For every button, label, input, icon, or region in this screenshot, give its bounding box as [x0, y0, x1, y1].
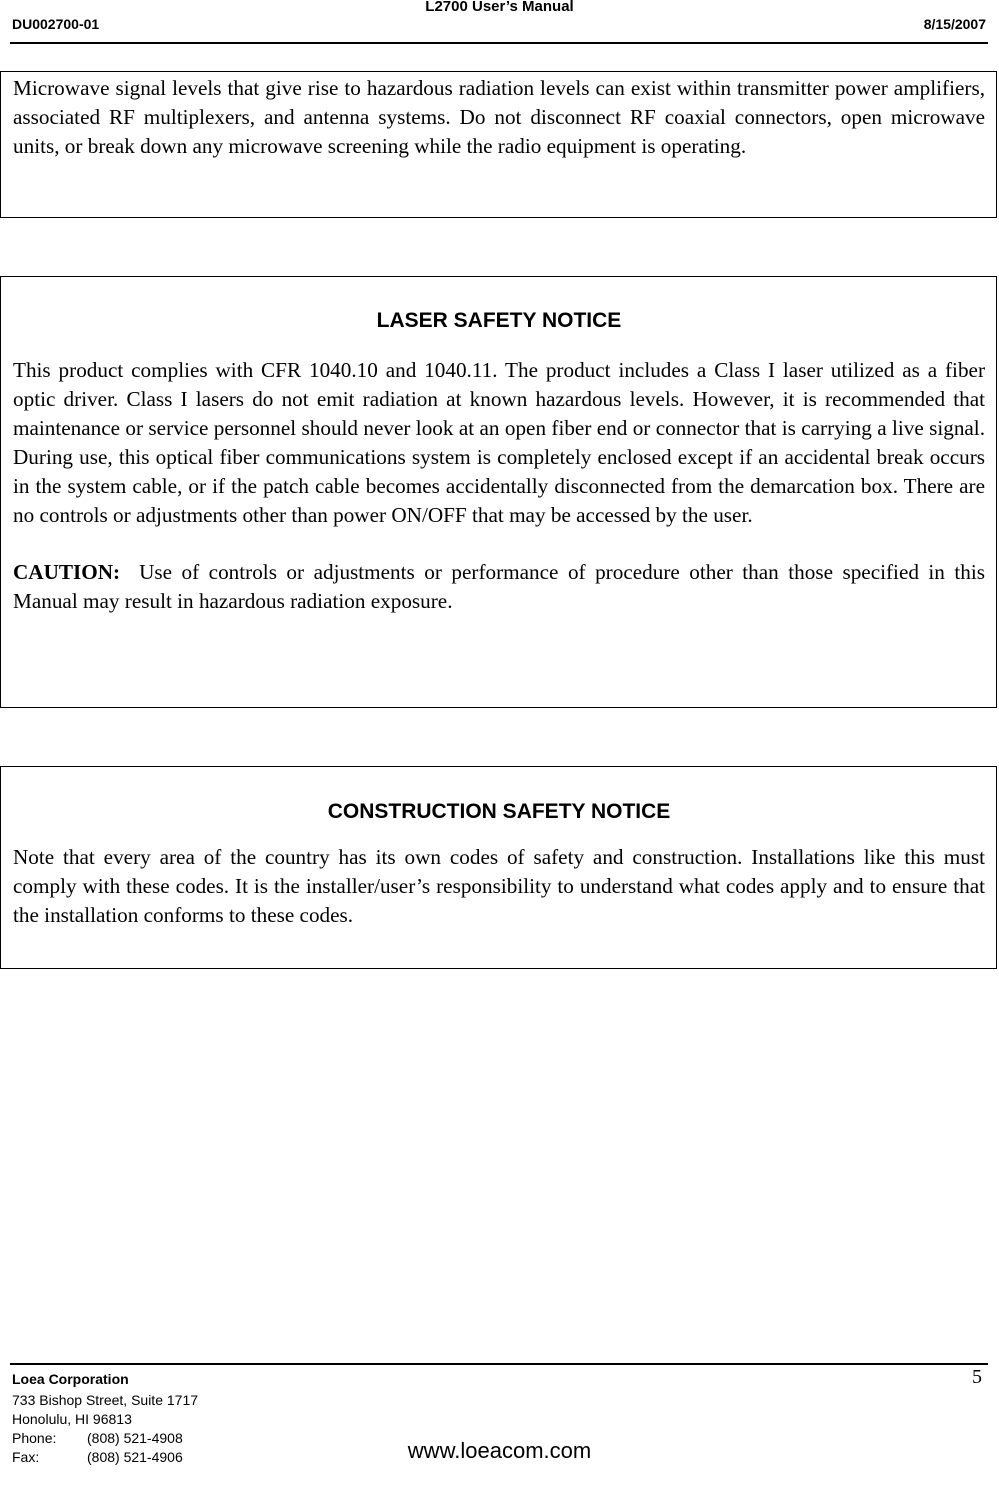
fax-number: (808) 521-4906: [87, 1449, 183, 1465]
footer-divider: [10, 1363, 988, 1365]
manual-title: L2700 User’s Manual: [425, 0, 574, 15]
laser-caution-paragraph: [13, 558, 985, 616]
microwave-notice-box: [0, 71, 997, 218]
caution-label: CAUTION:: [13, 560, 121, 584]
construction-notice-text: Note that every area of the country has its own codes of safety and construction. Installations like this must comply with these codes. It is the installer/user’s responsibility to understand what codes apply and to ensure that the installation conforms to these codes.: [13, 845, 985, 927]
construction-notice-heading: CONSTRUCTION SAFETY NOTICE: [327, 800, 671, 823]
address-street: 733 Bishop Street, Suite 1717: [12, 1392, 199, 1408]
address-city: Honolulu, HI 96813: [12, 1411, 132, 1427]
construction-safety-notice-box: [0, 766, 997, 969]
page-number: 5: [972, 1366, 982, 1388]
caution-text: Use of controls or adjustments or performance of procedure other than those specified in this Manual may result in hazardous radiation exposure.: [13, 560, 986, 613]
laser-safety-notice-box: [0, 276, 997, 708]
company-website: www.loeacom.com: [407, 1438, 592, 1463]
header-divider: [10, 42, 988, 44]
company-name: Loea Corporation: [12, 1371, 129, 1387]
fax-label: Fax:: [12, 1449, 40, 1465]
document-date: 8/15/2007: [923, 16, 986, 32]
phone-label: Phone:: [12, 1430, 57, 1446]
laser-notice-heading: LASER SAFETY NOTICE: [376, 309, 622, 332]
microwave-notice-text: Microwave signal levels that give rise to hazardous radiation levels can exist within transmitter power amplifiers, associated RF multiplexers, and antenna systems. Do not disconnect RF coaxial connectors, open microwave units, or break down any microwave screening while the radio equipment is operating.: [13, 76, 985, 158]
laser-notice-text: This product complies with CFR 1040.10 and 1040.11. The product includes a Class I laser utilized as a fiber optic driver. Class I lasers do not emit radiation at known hazardous levels. However, it is recommended that maintenance or service personnel should never look at an open fiber end or connector that is carrying a live signal. During use, this optical fiber communications system is completely enclosed except if an accidental break occurs in the system cable, or if the patch cable becomes accidentally disconnected from the demarcation box. There are no controls or adjustments other than power ON/OFF that may be accessed by the user.: [13, 358, 985, 527]
document-number: DU002700-01: [12, 16, 100, 32]
phone-number: (808) 521-4908: [87, 1430, 183, 1446]
